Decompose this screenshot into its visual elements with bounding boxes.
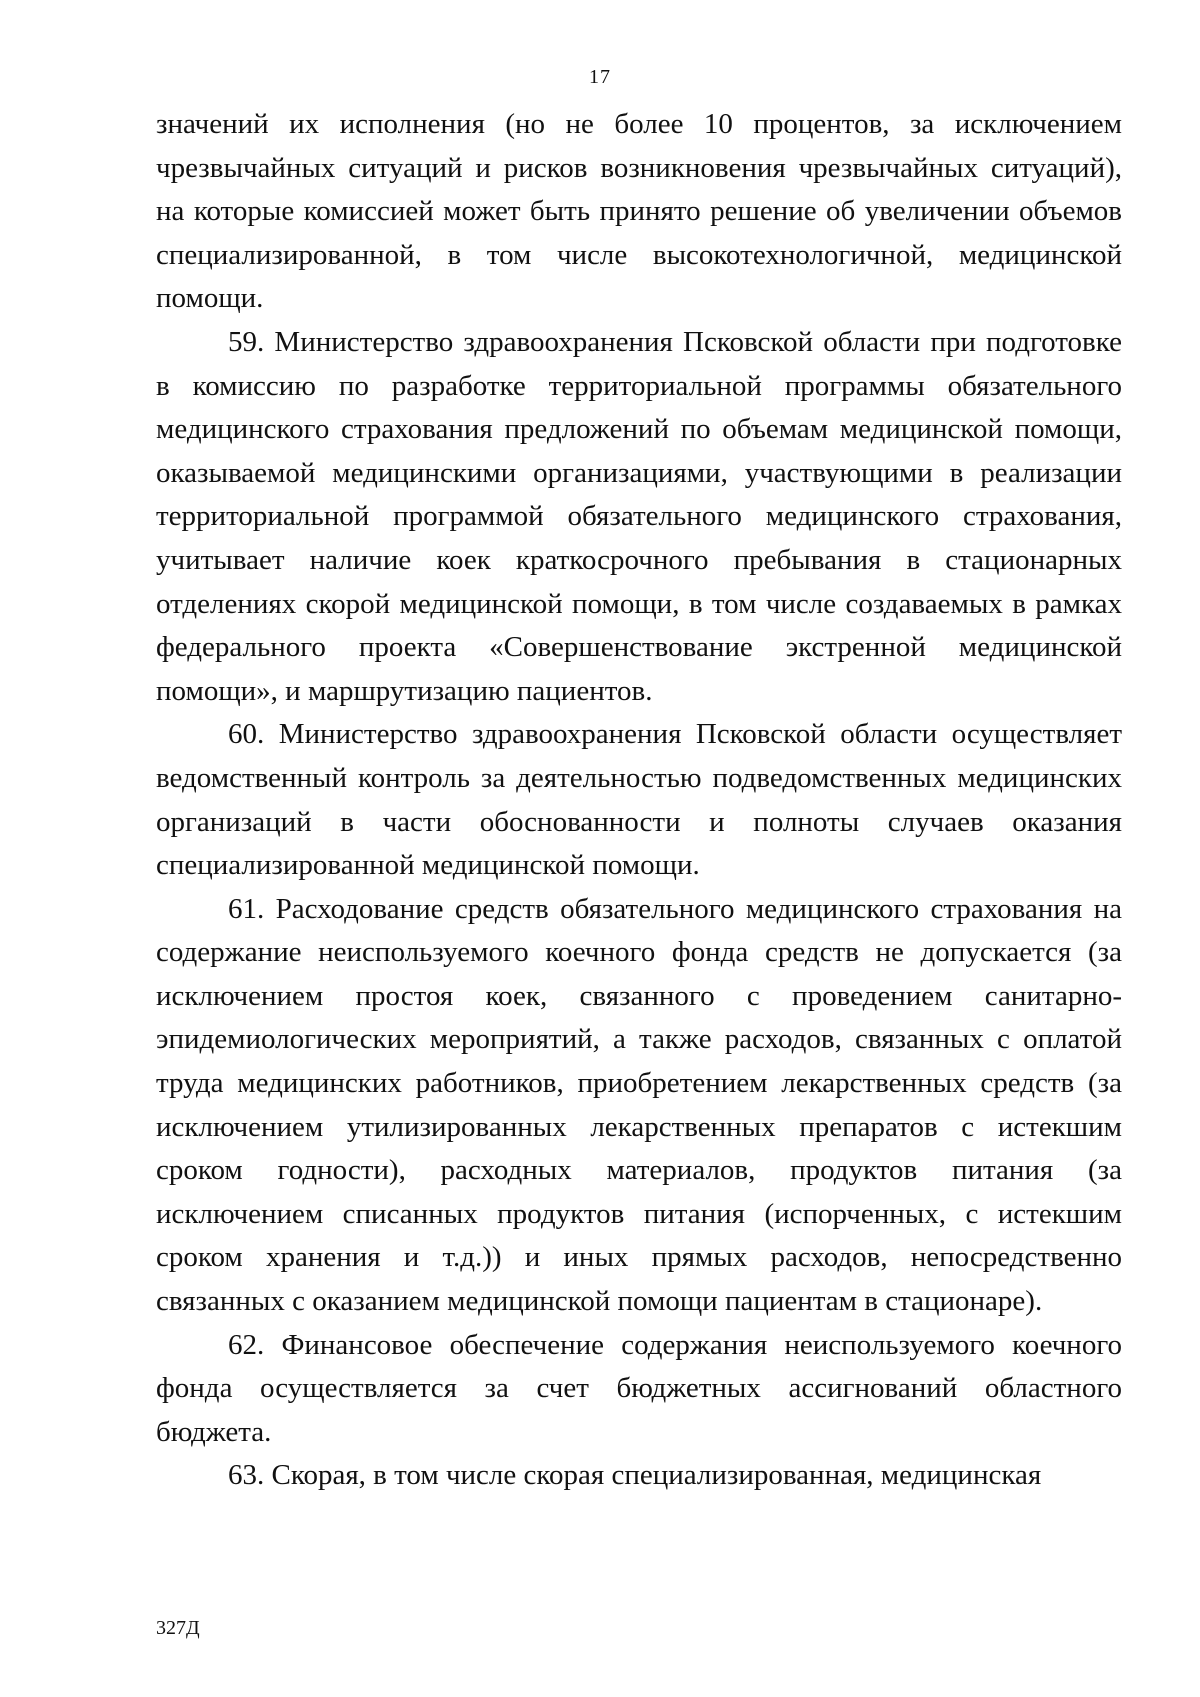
paragraph-59: 59. Министерство здравоохранения Псковской области при подготовке в комиссию по разработке территориальной программы обязательного медицинского страхования предложений по объемам медицинской помощи, оказываемой медицинскими организациями, участвующими в реализации территориальной программой обязательного медицинского страхования, учитывает наличие коек краткосрочного пребывания в стационарных отделениях скорой медицинской помощи, в том числе создаваемых в рамках федерального проекта «Совершенствование экстренной медицинской помощи», и маршрутизацию пациентов. [156, 325, 1122, 707]
paragraph-61: 61. Расходование средств обязательного медицинского страхования на содержание неиспользуемого коечного фонда средств не допускается (за исключением простоя коек, связанного с проведением санитарно-эпидемиологических мероприятий, а также расходов, связанных с оплатой труда медицинских работников, приобретением лекарственных средств (за исключением утилизированных лекарственных препаратов с истекшим сроком годности), расходных материалов, продуктов питания (за исключением списанных продуктов питания (испорченных, с истекшим сроком хранения и т.д.)) и иных прямых расходов, непосредственно связанных с оказанием медицинской помощи пациентам в стационаре). [156, 892, 1122, 1318]
document-body [156, 103, 1122, 1498]
paragraph-63: 63. Скорая, в том числе скорая специализированная, медицинская [228, 1459, 1042, 1492]
paragraph-continuation: значений их исполнения (но не более 10 процентов, за исключением чрезвычайных ситуаций и рисков возникновения чрезвычайных ситуаций), на которые комиссией может быть принято решение об увеличении объемов специализированной, в том числе высокотехнологичной, медицинской помощи. [156, 108, 1122, 315]
paragraph-62: 62. Финансовое обеспечение содержания неиспользуемого коечного фонда осуществляется за счет бюджетных ассигнований областного бюджета. [156, 1328, 1122, 1448]
page-number: 17 [589, 66, 611, 88]
document-code: 327Д [156, 1617, 200, 1639]
paragraph-60: 60. Министерство здравоохранения Псковской области осуществляет ведомственный контроль за деятельностью подведомственных медицинских организаций в части обоснованности и полноты случаев оказания специализированной медицинской помощи. [156, 718, 1122, 882]
